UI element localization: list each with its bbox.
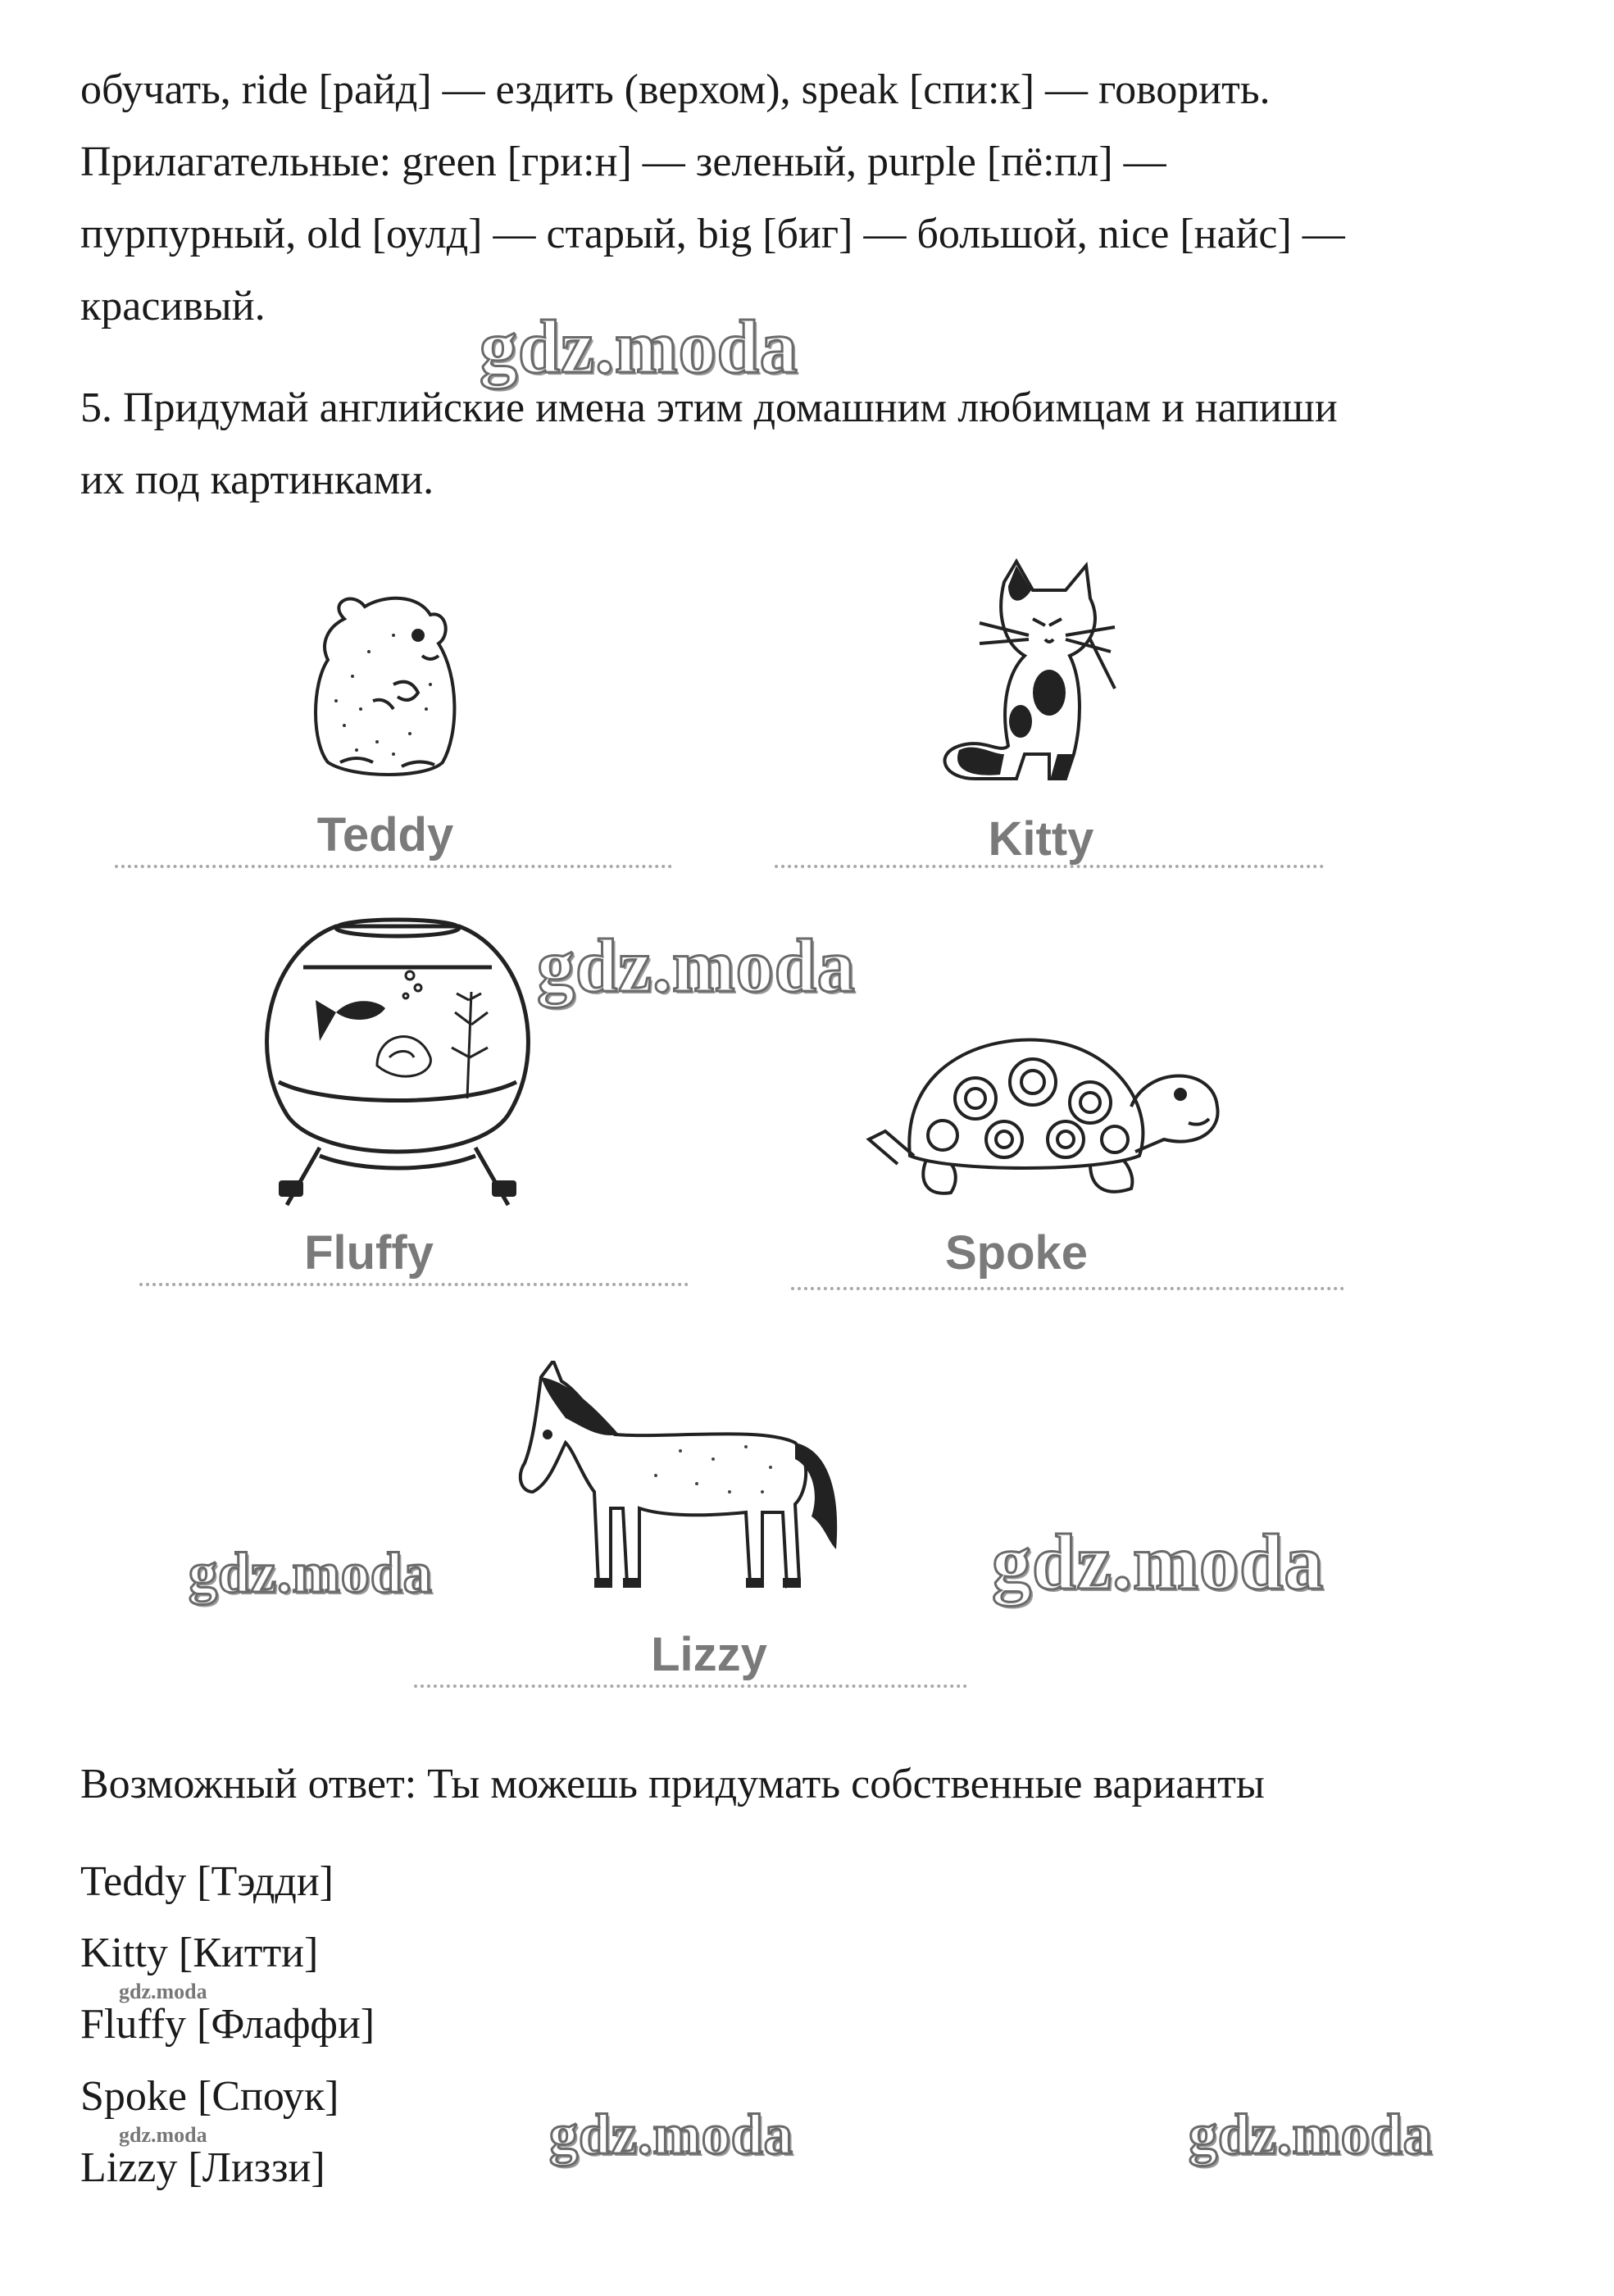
pet-name-horse: Lizzy	[651, 1628, 767, 1681]
intro-line-4: красивый.	[80, 283, 266, 330]
watermark: gdz.moda	[537, 924, 856, 1007]
watermark-small: gdz.moda	[119, 1980, 207, 2003]
pet-name-turtle: Spoke	[944, 1226, 1089, 1280]
answer-heading: Возможный ответ: Ты можешь придумать собственные варианты	[80, 1761, 1265, 1807]
watermark: gdz.moda	[1189, 2103, 1433, 2166]
watermark: gdz.moda	[549, 2103, 793, 2166]
answer-item-5: Lizzy [Лиззи]	[80, 2144, 325, 2191]
intro-line-1: обучать, ride [райд] — ездить (верхом), speak [спи:к] — говорить.	[80, 66, 1271, 113]
turtle-picture	[852, 1016, 1221, 1213]
answer-line-turtle	[791, 1287, 1344, 1290]
answer-line-hamster	[115, 865, 672, 868]
horse-picture	[516, 1361, 869, 1598]
intro-line-2: Прилагательные: green [гри:н] — зеленый, purple [пё:пл] —	[80, 139, 1166, 185]
watermark: gdz.moda	[992, 1518, 1325, 1606]
watermark: gdz.moda	[480, 305, 798, 389]
hamster-picture	[295, 586, 475, 783]
cat-picture	[926, 557, 1156, 795]
fishbowl-picture	[254, 910, 541, 1221]
pet-name-fish: Fluffy	[304, 1226, 434, 1280]
answer-item-1: Teddy [Тэдди]	[80, 1858, 334, 1905]
answer-line-fish	[139, 1283, 689, 1286]
watermark-small: gdz.moda	[119, 2123, 207, 2147]
answer-line-horse	[414, 1684, 967, 1688]
answer-item-2: Kitty [Китти]	[80, 1930, 319, 1976]
task-line-2: их под картинками.	[80, 457, 434, 503]
answer-item-3: Fluffy [Флаффи]	[80, 2001, 375, 2048]
answer-item-4: Spoke [Споук]	[80, 2073, 339, 2120]
watermark: gdz.moda	[189, 1542, 433, 1605]
task-line-1: 5. Придумай английские имена этим домашним любимцам и напиши	[80, 384, 1338, 431]
answer-line-cat	[775, 865, 1324, 868]
pet-name-hamster: Teddy	[316, 808, 454, 862]
pet-name-cat: Kitty	[988, 812, 1094, 866]
intro-line-3: пурпурный, old [оулд] — старый, big [биг] — большой, nice [найс] —	[80, 211, 1345, 257]
